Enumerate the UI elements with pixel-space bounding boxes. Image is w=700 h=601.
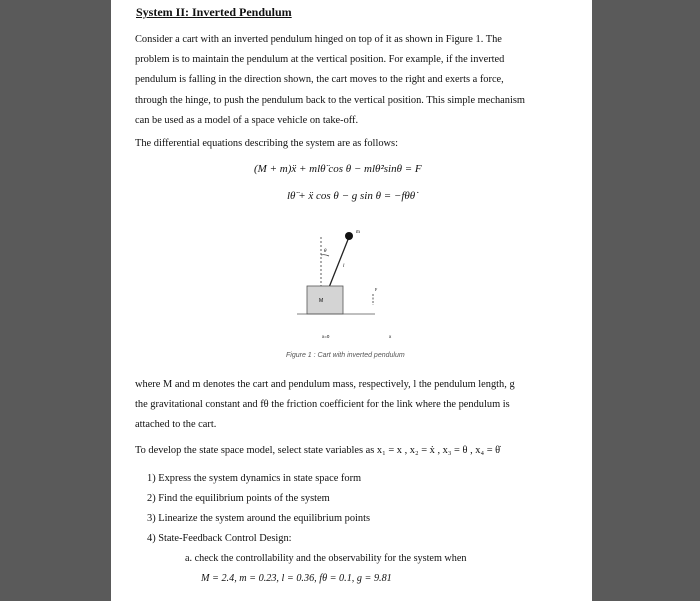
- equation-1: (M + m)ẍ + mlθ̈ cos θ − mlθ̇²sinθ = F: [254, 163, 422, 175]
- intro-line: pendulum is falling in the direction shown, the cart moves to the right and exerts a force,: [135, 74, 504, 86]
- intro-line: can be used as a model of a space vehicle on take-off.: [135, 114, 359, 126]
- x-zero-label: x=0: [322, 334, 330, 339]
- equation-2: lθ̈ + ẍ cos θ − g sin θ = −fθθ̇: [287, 190, 416, 202]
- where-line: where M and m denotes the cart and pendulum mass, respectively, l the pendulum length, g: [135, 379, 515, 390]
- x-axis-label: x: [389, 334, 392, 339]
- intro-line: problem is to maintain the pendulum at the vertical position. For example, if the inverted: [135, 54, 505, 66]
- section-title: System II: Inverted Pendulum: [136, 5, 292, 19]
- where-line: attached to the cart.: [135, 419, 217, 431]
- parameters-line: M = 2.4, m = 0.23, l = 0.36, fθ = 0.1, g = 9.81: [201, 573, 392, 584]
- subtask-a: a. check the controllability and the observability for the system when: [185, 553, 467, 564]
- angle-arc: [321, 255, 329, 256]
- mass-m-label: m: [356, 230, 360, 235]
- force-label: F: [375, 287, 378, 292]
- cart-pendulum-figure: [279, 225, 399, 345]
- where-line: the gravitational constant and fθ the friction coefficient for the link where the pendulum is: [135, 399, 510, 411]
- pendulum-bob: [345, 232, 353, 240]
- state-variables-line: To develop the state space model, select state variables as x₁ = x , x₂ = ẋ , x₃ = θ , x₄ = θ̇: [135, 445, 501, 456]
- cart-mass-label: M: [319, 298, 324, 304]
- task-item: 1) Express the system dynamics in state space form: [147, 473, 362, 484]
- theta-label: θ: [324, 249, 327, 254]
- task-item: 2) Find the equilibrium points of the system: [147, 493, 330, 504]
- document-page: [111, 0, 592, 601]
- length-label: l: [343, 264, 345, 269]
- task-item: 3) Linearize the system around the equilibrium points: [147, 513, 371, 524]
- task-item: 4) State-Feedback Control Design:: [147, 533, 292, 544]
- intro-line: through the hinge, to push the pendulum back to the vertical position. This simple mechanism: [135, 94, 525, 106]
- cart-body: [307, 286, 343, 314]
- intro-paragraph: [135, 30, 575, 131]
- equations-intro: The differential equations describing the system are as follows:: [135, 138, 398, 149]
- where-paragraph: [135, 375, 575, 436]
- intro-line: Consider a cart with an inverted pendulum hinged on top of it as shown in Figure 1. The: [135, 34, 502, 45]
- figure-caption: Figure 1 : Cart with inverted pendulum: [286, 352, 405, 359]
